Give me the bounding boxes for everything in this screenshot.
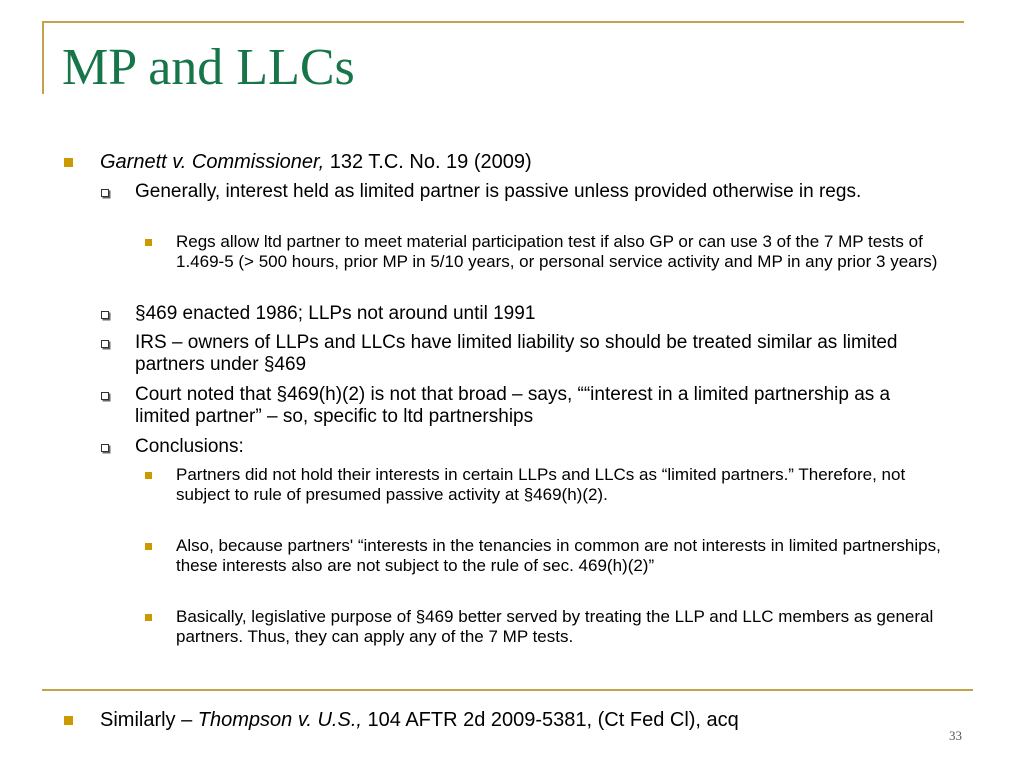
bullet-text: Regs allow ltd partner to meet material participation test if also GP or can use 3 of the 7 MP tests of 1.469-5 (> 500 hours, prior MP in 5/10 years, or personal service activity and MP in any prior 3 years) [176, 232, 938, 271]
square-bullet-icon [64, 158, 73, 167]
case-name: Garnett v. Commissioner, [100, 151, 325, 173]
bullet-generally [101, 181, 961, 203]
hollow-square-bullet-icon [101, 189, 109, 197]
bullet-court [101, 384, 961, 428]
bullet-text: IRS – owners of LLPs and LLCs have limited liability so should be treated similar as limited partners under §469 [135, 332, 898, 375]
case-citation: 132 T.C. No. 19 (2009) [324, 151, 532, 173]
slide-number: 33 [949, 728, 962, 743]
frame-left-line [42, 21, 44, 94]
square-bullet-icon [145, 543, 152, 550]
hollow-square-bullet-icon [101, 340, 109, 348]
case-citation: 104 AFTR 2d 2009-5381, (Ct Fed Cl), acq [361, 709, 739, 731]
frame-bottom-line [42, 689, 973, 691]
bullet-irs [101, 332, 961, 376]
bullet-partners [145, 465, 965, 505]
bullet-text: Court noted that §469(h)(2) is not that broad – says, ““interest in a limited partnership as a limited partner” – so, specific to ltd partnerships [135, 384, 891, 427]
bullet-text: Also, because partners' “interests in the tenancies in common are not interests in limited partnerships, these interests also are not subject to the rule of sec. 469(h)(2)” [176, 536, 941, 575]
bullet-text: Conclusions: [135, 436, 244, 457]
bullet-text: Generally, interest held as limited partner is passive unless provided otherwise in regs. [135, 181, 862, 202]
bullet-regs [145, 232, 965, 272]
square-bullet-icon [145, 472, 152, 479]
bullet-enacted [101, 303, 961, 325]
bullet-also [145, 536, 965, 576]
bullet-text: Basically, legislative purpose of §469 better served by treating the LLP and LLC members as general partners. Thus, they can apply any of the 7 MP tests. [176, 607, 934, 646]
square-bullet-icon [64, 716, 73, 725]
frame-top-line [42, 21, 964, 23]
square-bullet-icon [145, 614, 152, 621]
slide-title: MP and LLCs [62, 39, 355, 96]
hollow-square-bullet-icon [101, 392, 109, 400]
square-bullet-icon [145, 239, 152, 246]
bullet-garnett [64, 150, 964, 174]
bullet-basically [145, 607, 965, 647]
hollow-square-bullet-icon [101, 444, 109, 452]
case-name: Thompson v. U.S., [197, 709, 362, 731]
bullet-similarly [64, 708, 944, 732]
similarly-prefix: Similarly – [100, 709, 198, 731]
bullet-conclusions [101, 436, 961, 458]
bullet-text: Partners did not hold their interests in certain LLPs and LLCs as “limited partners.” Therefore, not subject to rule of presumed passive activity at §469(h)(2). [176, 465, 906, 504]
bullet-text: §469 enacted 1986; LLPs not around until 1991 [135, 303, 536, 324]
bullet-text [100, 708, 739, 732]
bullet-text [100, 150, 532, 174]
hollow-square-bullet-icon [101, 311, 109, 319]
